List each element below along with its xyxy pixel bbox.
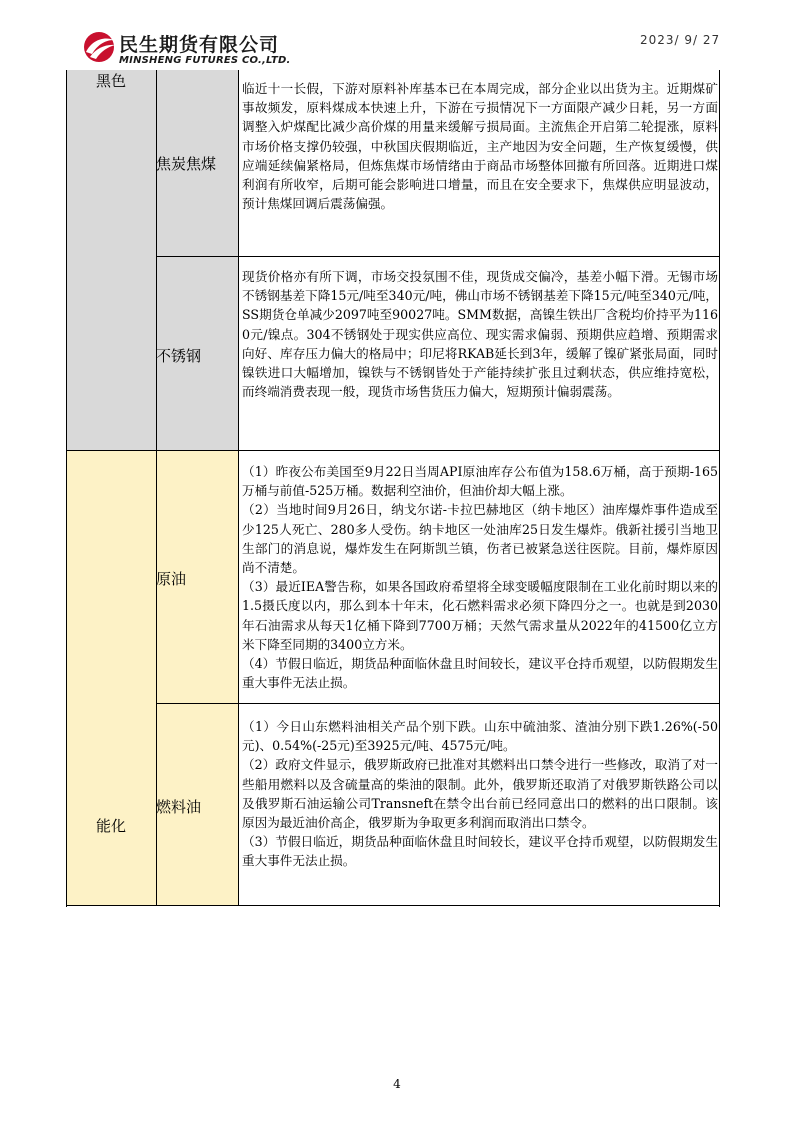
minsheng-logo-icon bbox=[80, 30, 118, 64]
paragraph: （2）当地时间9月26日，纳戈尔诺-卡拉巴赫地区（纳卡地区）油库爆炸事件造成至少125人死亡、280多人受伤。纳卡地区一处油库25日发生爆炸。俄新社援引当地卫生部门的消息说，爆炸发生在阿斯凯兰镇，伤者已被紧急送往医院。目前，爆炸原因尚不清楚。 bbox=[242, 502, 718, 576]
page-header bbox=[0, 0, 794, 70]
category-cell-black bbox=[66, 70, 238, 450]
paragraph: 临近十一长假，下游对原料补库基本已在本周完成，部分企业以出货为主。近期煤矿事故频发，原料煤成本快速上升，下游在亏损情况下一方面限产减少日耗，另一方面调整入炉煤配比减少高价煤的用量来缓解亏损局面。主流焦企开启第二轮提涨，原料市场价格支撑仍较强，中秋国庆假期临近，主产地因为安全问题，生产恢复缓慢，供应端延续偏紧格局，但炼焦煤市场情绪由于商品市场整体回撤有所回落。近期进口煤利润有所收窄，后期可能会影响进口增量，而且在安全要求下，焦煤供应明显波动，预计焦煤回调后震荡偏强。 bbox=[242, 81, 718, 212]
commentary-crude-oil bbox=[242, 462, 718, 692]
category-label-energy: 能化 bbox=[95, 817, 126, 835]
report-date: 2023/ 9/ 27 bbox=[640, 33, 721, 47]
company-name-cn: 民生期货有限公司 bbox=[119, 34, 280, 56]
commentary-table bbox=[66, 70, 720, 906]
category-label-black: 黑色 bbox=[95, 72, 126, 90]
paragraph: 现货价格亦有所下调，市场交投氛围不佳，现货成交偏冷，基差小幅下滑。无锡市场不锈钢基差下降15元/吨至340元/吨，佛山市场不锈钢基差下降15元/吨至340元/吨，SS期货仓单减少2097吨至90027吨。SMM数据，高镍生铁出厂含税均价持平为1160元/镍点。304不锈钢处于现实供应高位、现实需求偏弱、预期供应趋增、预期需求向好、库存压力偏大的格局中；印尼将RKAB延长到3年，缓解了镍矿紧张局面，同时镍铁进口大幅增加，镍铁与不锈钢皆处于产能持续扩张且过剩状态，供应维持宽松，而终端消费表现一般，现货市场售货压力偏大，短期预计偏弱震荡。 bbox=[242, 269, 718, 400]
product-label-coke-coal: 焦炭焦煤 bbox=[156, 155, 217, 173]
commentary-coke-coal bbox=[242, 79, 718, 213]
paragraph: （2）政府文件显示，俄罗斯政府已批准对其燃料出口禁令进行一些修改，取消了对一些船用燃料以及含硫量高的柴油的限制。此外，俄罗斯还取消了对俄罗斯铁路公司以及俄罗斯石油运输公司Transneft在禁令出台前已经同意出口的燃料的出口限制。该原因为最近油价高企，俄罗斯为争取更多利润而取消出口禁令。 bbox=[242, 757, 718, 831]
paragraph: （1）昨夜公布美国至9月22日当周API原油库存公布值为158.6万桶，高于预期-165万桶与前值-525万桶。数据利空油价，但油价却大幅上涨。 bbox=[242, 464, 718, 499]
company-name-en: MINSHENG FUTURES CO.,LTD. bbox=[119, 55, 291, 66]
commentary-fuel-oil bbox=[242, 717, 718, 871]
commentary-stainless-steel bbox=[242, 267, 718, 401]
product-label-fuel-oil: 燃料油 bbox=[156, 798, 202, 816]
product-label-stainless-steel: 不锈钢 bbox=[156, 347, 202, 365]
page-number: 4 bbox=[393, 1077, 401, 1091]
product-label-crude-oil: 原油 bbox=[156, 570, 187, 588]
paragraph: （3）最近IEA警告称，如果各国政府希望将全球变暖幅度限制在工业化前时期以来的1.5摄氏度以内，那么到本十年末，化石燃料需求必须下降四分之一。也就是到2030年石油需求从每天1亿桶下降到7700万桶；天然气需求量从2022年的41500亿立方米下降至同期的3400立方米。 bbox=[242, 579, 718, 652]
category-cell-energy bbox=[66, 450, 238, 906]
paragraph: （3）节假日临近，期货品种面临休盘且时间较长，建议平仓持币观望，以防假期发生重大事件无法止损。 bbox=[242, 834, 718, 869]
paragraph: （4）节假日临近，期货品种面临休盘且时间较长，建议平仓持币观望，以防假期发生重大事件无法止损。 bbox=[242, 656, 718, 691]
paragraph: （1）今日山东燃料油相关产品个别下跌。山东中硫油浆、渣油分别下跌1.26%(-50元)、0.54%(-25元)至3925元/吨、4575元/吨。 bbox=[242, 719, 718, 754]
